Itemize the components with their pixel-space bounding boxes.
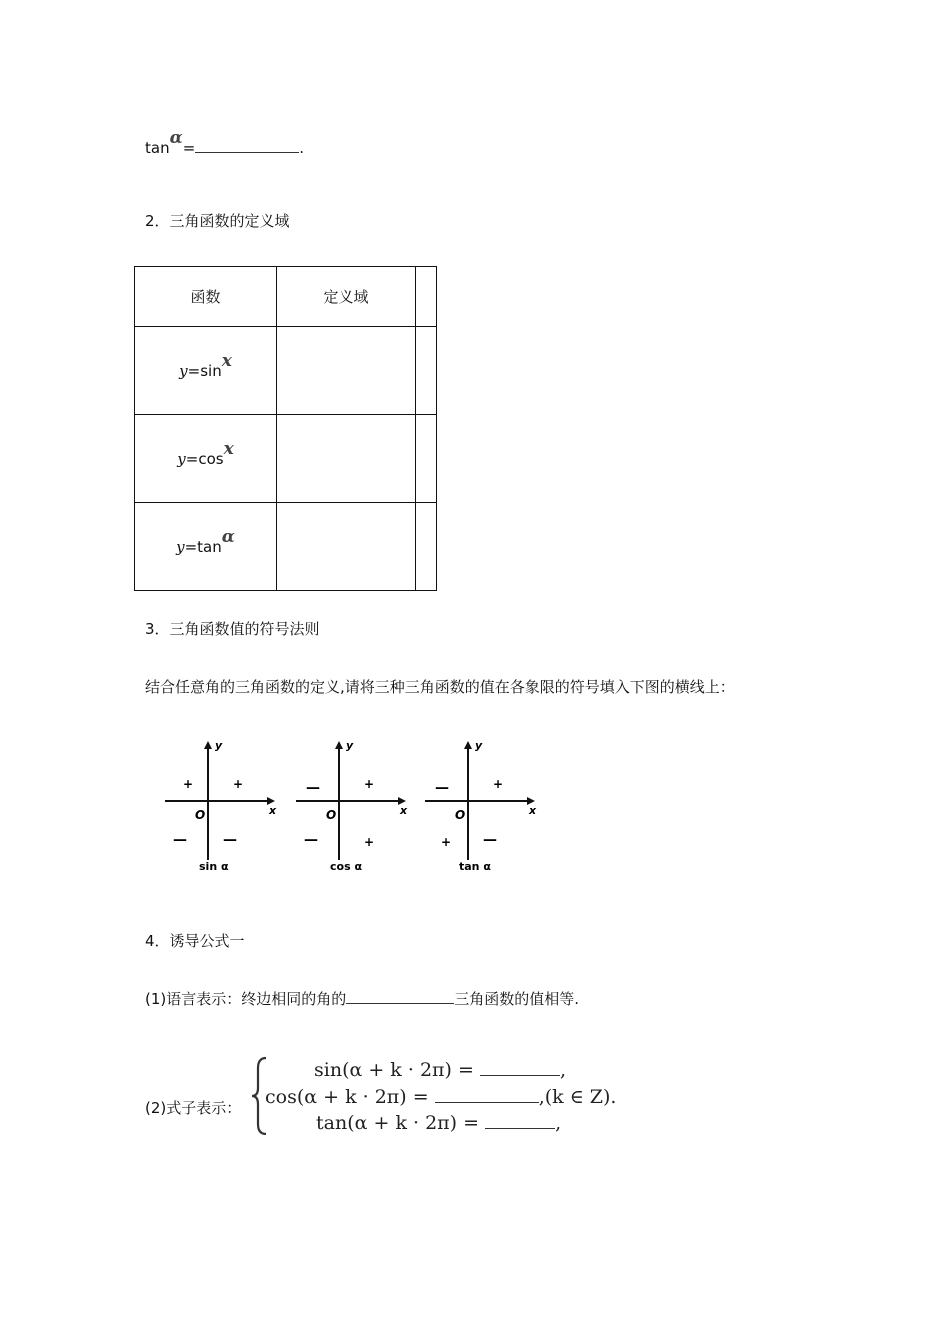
- table-extra-cell: [416, 267, 437, 327]
- table-header-function: 函数: [135, 267, 277, 327]
- table-extra-cell: [416, 327, 437, 415]
- sign-q2: +: [183, 777, 194, 791]
- function-cell: y=cosx: [135, 415, 277, 503]
- formula-verbal-suffix: 三角函数的值相等.: [454, 990, 580, 1008]
- origin-label: O: [326, 808, 337, 822]
- table-extra-cell: [416, 503, 437, 591]
- y-axis-arrow-icon: [335, 741, 343, 749]
- answer-blank[interactable]: [346, 989, 454, 1004]
- answer-blank[interactable]: [480, 1061, 560, 1076]
- tan-prefix: tan: [145, 139, 170, 157]
- figure-caption: tan α: [459, 860, 491, 873]
- section-2-heading: 2．三角函数的定义域: [145, 212, 290, 230]
- table-row: [135, 415, 437, 503]
- formula-verbal-prefix: (1)语言表示：终边相同的角的: [145, 990, 347, 1008]
- figure-caption: cos α: [330, 860, 363, 873]
- x-axis-label: x: [269, 804, 277, 817]
- sign-q4: —: [223, 832, 237, 848]
- formula-line-cos: cos(α + k · 2π) = ,(k ∈ Z).: [265, 1086, 617, 1108]
- quadrant-figure: [165, 732, 285, 881]
- table-header-domain: 定义域: [277, 267, 416, 327]
- domain-answer-cell[interactable]: [277, 503, 416, 591]
- table-extra-cell: [416, 415, 437, 503]
- formula-line-sin: sin(α + k · 2π) = ,: [314, 1059, 566, 1081]
- sign-q1: +: [364, 777, 375, 791]
- domain-answer-cell[interactable]: [277, 327, 416, 415]
- section-4-heading: 4．诱导公式一: [145, 932, 245, 950]
- domain-answer-cell[interactable]: [277, 415, 416, 503]
- answer-blank[interactable]: [195, 138, 299, 153]
- section-3-instruction: 结合任意角的三角函数的定义,请将三种三角函数的值在各象限的符号填入下图的横线上：: [145, 678, 735, 696]
- x-axis-label: x: [400, 804, 408, 817]
- sign-q3: +: [441, 835, 452, 849]
- quadrant-figure: [425, 732, 545, 881]
- table-row: [135, 503, 437, 591]
- formula-line-tan: tan(α + k · 2π) = ,: [316, 1112, 562, 1134]
- function-cell: y=sinx: [135, 327, 277, 415]
- sign-q4: —: [483, 832, 497, 848]
- answer-blank[interactable]: [485, 1114, 555, 1129]
- sign-q2: —: [435, 780, 449, 796]
- y-axis-label: y: [346, 739, 354, 752]
- origin-label: O: [195, 808, 206, 822]
- y-axis-label: y: [475, 739, 483, 752]
- y-axis-arrow-icon: [204, 741, 212, 749]
- period: .: [299, 139, 305, 157]
- tan-definition-line: [145, 128, 305, 158]
- sign-q3: —: [304, 832, 318, 848]
- y-axis-label: y: [215, 739, 223, 752]
- sign-q4: +: [364, 835, 375, 849]
- sign-q1: +: [493, 777, 504, 791]
- sign-q1: +: [233, 777, 244, 791]
- sign-q3: —: [173, 832, 187, 848]
- equals-sign: =: [182, 139, 196, 157]
- y-axis-arrow-icon: [464, 741, 472, 749]
- alpha-symbol: α: [169, 128, 183, 148]
- section-3-heading: 3．三角函数值的符号法则: [145, 620, 320, 638]
- x-axis-label: x: [529, 804, 537, 817]
- quadrant-figure: [296, 732, 416, 881]
- origin-label: O: [455, 808, 466, 822]
- formula-verbal-line: [145, 988, 579, 1009]
- sign-q2: —: [306, 780, 320, 796]
- domain-table: [134, 266, 437, 591]
- table-row: [135, 327, 437, 415]
- function-cell: y=tanα: [135, 503, 277, 591]
- formula-tail: ,(k ∈ Z).: [538, 1086, 617, 1108]
- figure-caption: sin α: [199, 860, 229, 873]
- formula-expression-label: (2)式子表示：: [145, 1099, 242, 1117]
- answer-blank[interactable]: [435, 1088, 539, 1103]
